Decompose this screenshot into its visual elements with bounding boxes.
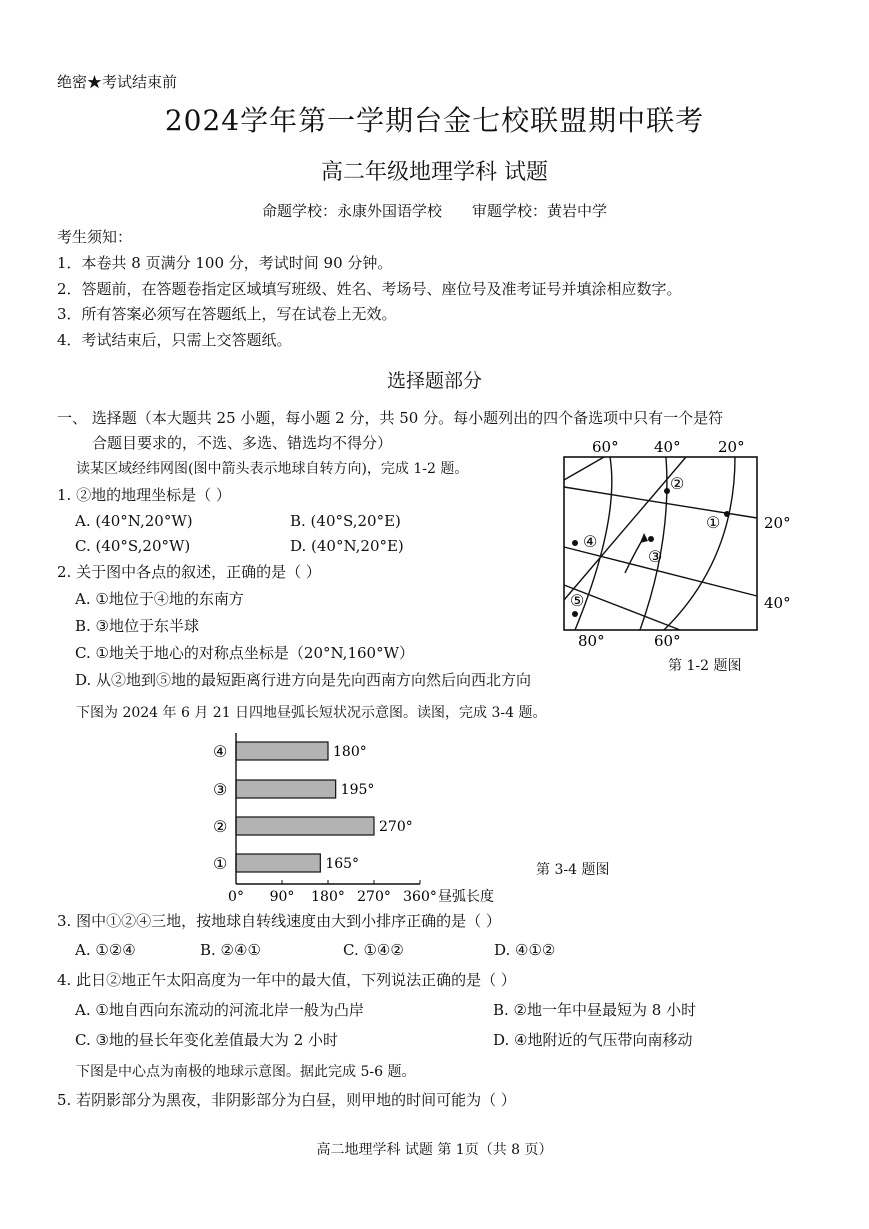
q2-option-d: D. 从②地到⑤地的最短距离行进方向是先向西南方向然后向西北方向 [75, 671, 532, 689]
category-label: ② [213, 817, 228, 836]
q4-option-c: C. ③地的昼长年变化差值最大为 2 小时 [75, 1031, 339, 1049]
q2-stem: 2. 关于图中各点的叙述，正确的是（ ） [57, 563, 321, 581]
latitude-label: 20° [764, 514, 791, 532]
q1-option-a: A. (40°N,20°W) [75, 512, 193, 530]
point-label: ③ [648, 547, 663, 566]
confidential-label: 绝密★考试结束前 [57, 73, 178, 91]
figure-caption: 第 1-2 题图 [668, 658, 742, 674]
longitude-label: 60° [654, 632, 681, 650]
q3-option-b: B. ②④① [200, 941, 261, 959]
intro-5-6: 下图是中心点为南极的地球示意图。据此完成 5-6 题。 [76, 1064, 416, 1080]
section-title: 选择题部分 [386, 370, 482, 392]
bar [236, 742, 328, 760]
arrow-head-icon [640, 533, 648, 543]
q4-option-a: A. ①地自西向东流动的河流北岸一般为凸岸 [75, 1001, 364, 1019]
point-marker [648, 536, 654, 542]
meridian-arc [640, 457, 667, 630]
exam-subtitle: 高二年级地理学科 试题 [321, 160, 548, 185]
q2-option-c: C. ①地关于地心的对称点坐标是（20°N,160°W） [75, 644, 414, 662]
point-label: ⑤ [570, 591, 585, 610]
q1-stem: 1. ②地的地理坐标是（ ） [57, 486, 231, 504]
x-tick-label: 90° [269, 889, 295, 905]
part1-instructions: 一、 选择题（本大题共 25 小题，每小题 2 分，共 50 分。每小题列出的四个备选项中只有一个是符 [57, 409, 724, 427]
x-tick-label: 360° [403, 889, 437, 905]
category-label: ① [213, 854, 228, 873]
longitude-label: 40° [654, 438, 681, 456]
x-tick-label: 270° [357, 889, 391, 905]
bar [236, 780, 336, 798]
point-marker [724, 511, 730, 517]
exam-title: 2024学年第一学期台金七校联盟期中联考 [164, 104, 705, 137]
latitude-label: 40° [764, 594, 791, 612]
point-label: ① [706, 513, 721, 532]
x-axis-label: 昼弧长度 [438, 889, 494, 905]
part1-instructions-cont: 合题目要求的，不选、多选、错选均不得分） [92, 434, 393, 452]
notice-item: 4．考试结束后，只需上交答题纸。 [57, 331, 292, 349]
point-marker [572, 540, 578, 546]
longitude-label: 20° [718, 438, 745, 456]
q1-option-d: D. (40°N,20°E) [290, 537, 404, 555]
notice-item: 3．所有答案必须写在答题纸上，写在试卷上无效。 [57, 305, 397, 323]
parallel-line [564, 457, 604, 480]
category-label: ③ [213, 780, 228, 799]
point-marker [572, 611, 578, 617]
q4-stem: 4. 此日②地正午太阳高度为一年中的最大值，下列说法正确的是（ ） [57, 971, 516, 989]
notice-item: 2．答题前，在答题卷指定区域填写班级、姓名、考场号、座位号及准考证号并填涂相应数字。 [57, 280, 682, 298]
q4-option-b: B. ②地一年中昼最短为 8 小时 [493, 1001, 697, 1019]
point-label: ② [670, 474, 685, 493]
page-footer: 高二地理学科 试题 第 1页（共 8 页） [316, 1142, 553, 1158]
longitude-label: 60° [592, 438, 619, 456]
bar [236, 817, 374, 835]
chart-caption: 第 3-4 题图 [536, 862, 610, 878]
point-label: ④ [583, 532, 598, 551]
intro-1-2: 读某区域经纬网图(图中箭头表示地球自转方向)，完成 1-2 题。 [76, 461, 469, 477]
graticule-figure [540, 430, 810, 680]
day-arc-chart [200, 728, 520, 908]
value-label: 270° [379, 819, 413, 835]
notice-heading: 考生须知： [57, 228, 133, 246]
q3-option-c: C. ①④② [343, 941, 404, 959]
q3-option-a: A. ①②④ [75, 941, 136, 959]
notice-item: 1．本卷共 8 页满分 100 分，考试时间 90 分钟。 [57, 254, 393, 272]
value-label: 165° [325, 856, 360, 872]
category-label: ④ [213, 742, 228, 761]
x-tick-label: 180° [311, 889, 345, 905]
q3-stem: 3. 图中①②④三地，按地球自转线速度由大到小排序正确的是（ ） [57, 912, 501, 930]
q3-option-d: D. ④①② [494, 941, 556, 959]
value-label: 195° [340, 782, 375, 798]
intro-3-4: 下图为 2024 年 6 月 21 日四地昼弧长短状况示意图。读图，完成 3-4 题。 [76, 705, 547, 721]
q4-option-d: D. ④地附近的气压带向南移动 [493, 1031, 693, 1049]
q1-option-c: C. (40°S,20°W) [75, 537, 191, 555]
q1-option-b: B. (40°S,20°E) [290, 512, 401, 530]
q5-stem: 5. 若阴影部分为黑夜，非阴影部分为白昼，则甲地的时间可能为（ ） [57, 1091, 516, 1109]
parallel-line [564, 457, 686, 600]
value-label: 180° [333, 744, 367, 760]
longitude-label: 80° [578, 632, 605, 650]
exam-schools: 命题学校：永康外国语学校 审题学校：黄岩中学 [261, 202, 607, 220]
bar [236, 854, 320, 872]
x-tick-label: 0° [228, 889, 244, 905]
q2-option-a: A. ①地位于④地的东南方 [75, 590, 244, 608]
q2-option-b: B. ③地位于东半球 [75, 617, 200, 635]
